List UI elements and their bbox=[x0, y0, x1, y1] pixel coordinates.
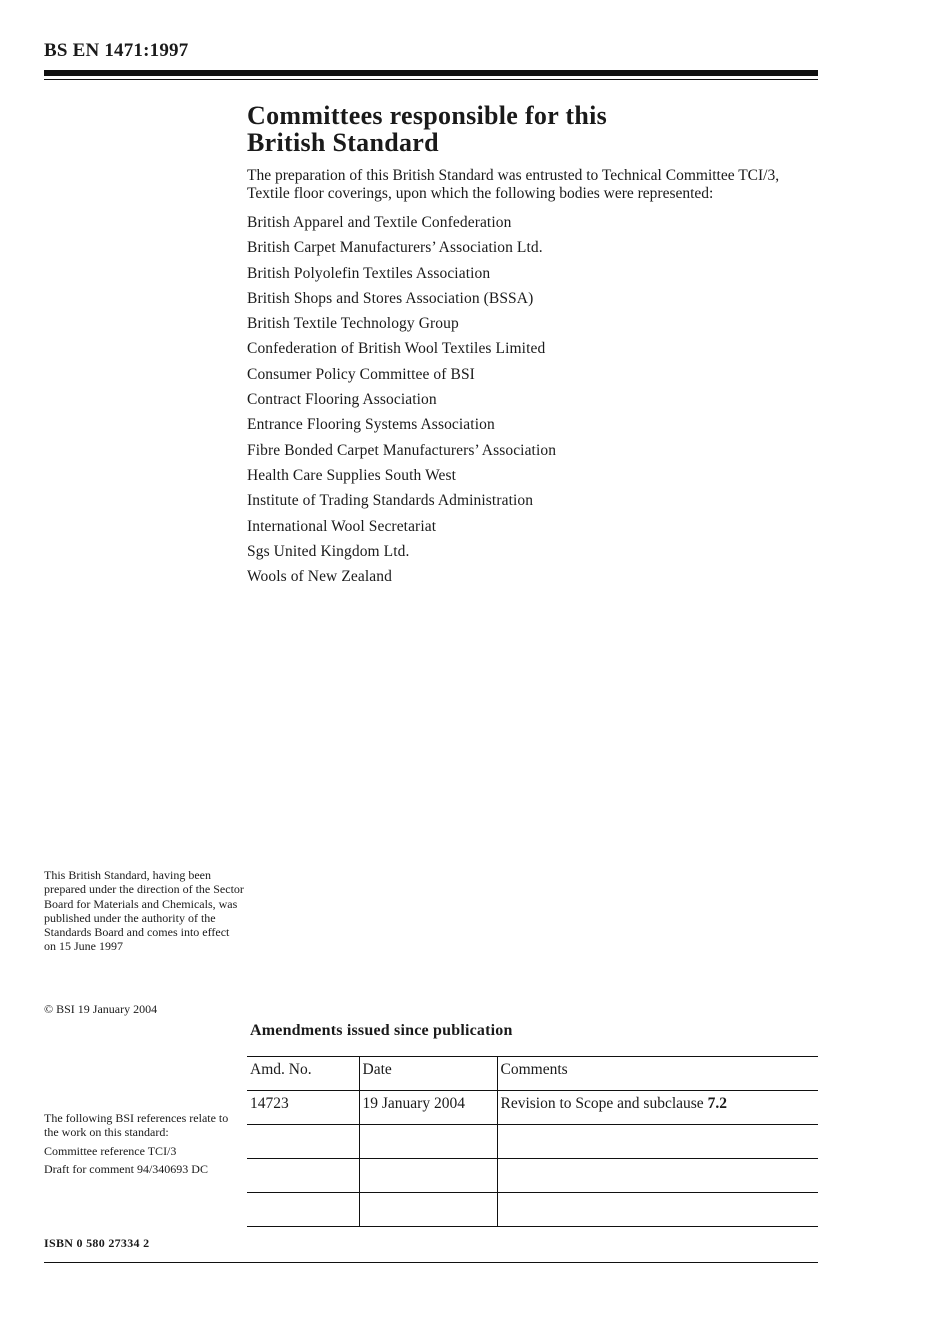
footer-rule bbox=[44, 1262, 818, 1263]
references-intro: The following BSI references relate to the work on this standard: bbox=[44, 1111, 229, 1140]
committee-title-line2: British Standard bbox=[247, 128, 439, 157]
empty-cell bbox=[359, 1125, 497, 1159]
bsi-references bbox=[44, 1111, 244, 1176]
member-item: Contract Flooring Association bbox=[247, 391, 437, 409]
member-list bbox=[247, 210, 822, 589]
draft-reference: Draft for comment 94/340693 DC bbox=[44, 1161, 208, 1176]
comment-clause: 7.2 bbox=[707, 1095, 727, 1112]
member-item: Fibre Bonded Carpet Manufacturers’ Association bbox=[247, 441, 557, 459]
empty-cell bbox=[247, 1193, 359, 1227]
header-rule-thin bbox=[44, 79, 818, 80]
table-row bbox=[247, 1193, 818, 1227]
table-row bbox=[247, 1091, 818, 1125]
member-item: British Apparel and Textile Confederation bbox=[247, 214, 512, 231]
committee-section bbox=[247, 102, 822, 589]
table-row bbox=[247, 1159, 818, 1193]
empty-cell bbox=[359, 1159, 497, 1193]
amendments-title: Amendments issued since publication bbox=[250, 1022, 513, 1039]
date-cell: 19 January 2004 bbox=[359, 1091, 497, 1125]
committee-intro: The preparation of this British Standard was entrusted to Technical Committee TCI/3, Textile floor coverings, upon which the following bodies were represented: bbox=[247, 167, 780, 202]
member-item: International Wool Secretariat bbox=[247, 517, 437, 535]
comment-text: Revision to Scope and subclause bbox=[500, 1095, 708, 1112]
empty-cell bbox=[497, 1193, 818, 1227]
member-item: British Carpet Manufacturers’ Association Ltd. bbox=[247, 239, 543, 257]
header-comments: Comments bbox=[497, 1057, 818, 1091]
member-item: British Polyolefin Textiles Association bbox=[247, 264, 491, 282]
committee-title bbox=[247, 102, 822, 156]
amd-no-cell: 14723 bbox=[247, 1091, 359, 1125]
committee-reference: Committee reference TCI/3 bbox=[44, 1143, 177, 1158]
document-code: BS EN 1471:1997 bbox=[44, 40, 189, 61]
member-item: Institute of Trading Standards Administration bbox=[247, 492, 534, 510]
empty-cell bbox=[247, 1159, 359, 1193]
member-item: Confederation of British Wool Textiles Limited bbox=[247, 340, 546, 358]
member-item: Consumer Policy Committee of BSI bbox=[247, 365, 475, 383]
header-rule-thick bbox=[44, 70, 818, 76]
member-item: Wools of New Zealand bbox=[247, 568, 392, 586]
header-date: Date bbox=[359, 1057, 497, 1091]
member-item: British Shops and Stores Association (BSSA) bbox=[247, 289, 534, 307]
comments-cell bbox=[497, 1091, 818, 1125]
authority-note: This British Standard, having been prepared under the direction of the Sector Board for Materials and Chemicals, was published under the authority of the Standards Board and comes into effect on 15 June 1997 bbox=[44, 868, 244, 954]
member-item: Health Care Supplies South West bbox=[247, 466, 457, 484]
isbn: ISBN 0 580 27334 2 bbox=[44, 1236, 150, 1250]
table-row bbox=[247, 1125, 818, 1159]
table-header-row bbox=[247, 1057, 818, 1091]
header-amd-no: Amd. No. bbox=[247, 1057, 359, 1091]
empty-cell bbox=[359, 1193, 497, 1227]
empty-cell bbox=[497, 1159, 818, 1193]
copyright-notice: © BSI 19 January 2004 bbox=[44, 1002, 158, 1016]
member-item: British Textile Technology Group bbox=[247, 315, 459, 333]
member-item: Entrance Flooring Systems Association bbox=[247, 416, 495, 434]
empty-cell bbox=[497, 1125, 818, 1159]
member-item: Sgs United Kingdom Ltd. bbox=[247, 542, 410, 560]
empty-cell bbox=[247, 1125, 359, 1159]
committee-title-line1: Committees responsible for this bbox=[247, 101, 608, 130]
amendments-table bbox=[247, 1056, 818, 1227]
